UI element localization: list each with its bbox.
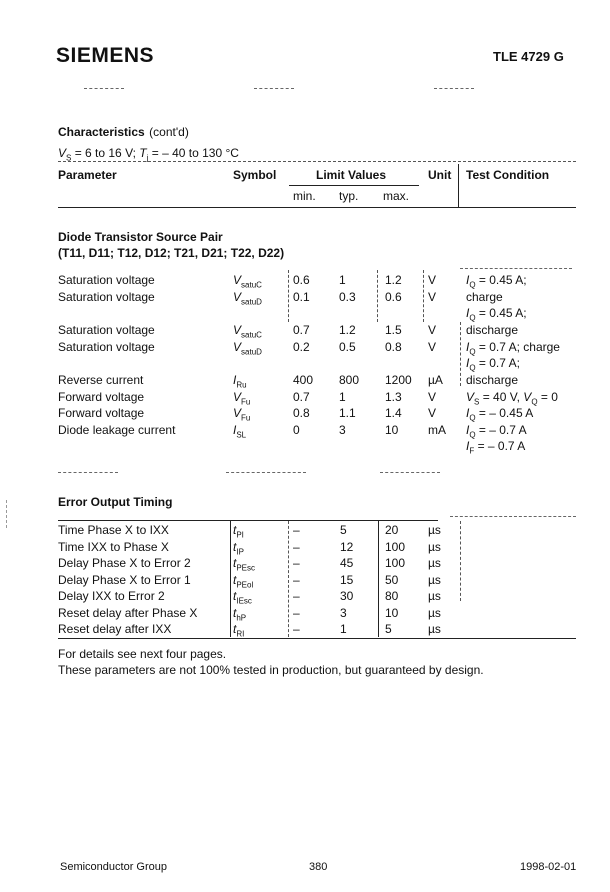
cond-subscript: Q — [469, 280, 476, 290]
cond-subscript: F — [469, 446, 475, 456]
symbol-subscript: SL — [236, 430, 247, 440]
param-cell: Reset delay after Phase X — [58, 605, 198, 620]
typ-cell: 0.3 — [339, 290, 356, 304]
divider — [58, 520, 438, 521]
symbol-cell — [233, 573, 253, 589]
symbol-subscript: Ru — [236, 380, 247, 390]
typ-cell: 1 — [340, 622, 347, 636]
brand-logo: SIEMENS — [56, 44, 155, 67]
symbol-letter: V — [233, 340, 242, 354]
divider — [434, 88, 474, 89]
symbol-letter: V — [233, 323, 242, 337]
col-test-condition: Test Condition — [466, 168, 550, 182]
param-cell: Forward voltage — [58, 406, 145, 420]
symbol-cell — [233, 622, 244, 638]
max-cell: 50 — [385, 572, 399, 587]
cond-text: = 0.45 A; — [475, 273, 527, 287]
symbol-letter: t — [233, 572, 237, 587]
symbol-cell — [233, 290, 262, 306]
cond-subscript: Q — [469, 413, 476, 423]
divider — [58, 161, 576, 162]
cond-subscript: S — [474, 397, 480, 407]
test-condition — [466, 423, 527, 439]
diode-section-subtitle: (T11, D11; T12, D12; T21, D21; T22, D22) — [58, 246, 285, 260]
param-cell: Saturation voltage — [58, 323, 155, 337]
footer-date: 1998-02-01 — [520, 861, 577, 873]
max-cell: 5 — [385, 622, 392, 636]
unit-cell: V — [428, 390, 437, 404]
min-cell: 0.6 — [293, 273, 310, 287]
note-2: These parameters are not 100% tested in production, but guaranteed by design. — [58, 663, 484, 677]
cond-text: = 40 V, — [479, 390, 524, 404]
symbol-cell — [233, 606, 246, 622]
typ-cell: 1.2 — [339, 323, 356, 337]
symbol-subscript: satuD — [241, 347, 262, 357]
symbol-subscript: PI — [236, 530, 244, 540]
symbol-cell — [233, 556, 255, 572]
min-cell: – — [293, 539, 300, 554]
min-cell: 400 — [293, 373, 314, 387]
unit-cell: µs — [428, 605, 441, 620]
divider — [58, 472, 118, 473]
symbol-letter: V — [233, 406, 242, 420]
unit-cell: V — [428, 290, 437, 304]
symbol-letter: V — [233, 290, 242, 304]
unit-cell: mA — [428, 423, 446, 437]
symbol-subscript: Fu — [241, 413, 251, 423]
symbol-letter: t — [233, 523, 237, 537]
unit-cell: µA — [428, 373, 443, 387]
cond-subscript: Q — [531, 397, 538, 407]
max-cell: 10 — [385, 605, 399, 620]
col-typ: typ. — [339, 189, 359, 203]
cond-text: = – 0.7 A — [475, 423, 527, 437]
divider — [377, 270, 378, 322]
unit-cell: µs — [428, 556, 441, 570]
divider — [378, 521, 379, 637]
col-parameter: Parameter — [58, 168, 117, 182]
min-cell: – — [293, 605, 300, 620]
diode-section-title: Diode Transistor Source Pair — [58, 230, 223, 244]
unit-cell: µs — [428, 622, 441, 636]
max-cell: 1200 — [385, 373, 412, 387]
symbol-subscript: PEsc — [236, 563, 256, 573]
unit-cell: V — [428, 406, 437, 420]
divider — [289, 185, 419, 186]
typ-cell: 45 — [340, 556, 354, 570]
divider — [226, 472, 306, 473]
param-cell: Forward voltage — [58, 390, 145, 404]
min-cell: 0.8 — [293, 406, 310, 420]
note-1: For details see next four pages. — [58, 647, 227, 661]
section-heading — [58, 123, 189, 141]
param-cell: Delay Phase X to Error 1 — [58, 572, 191, 587]
page-number: 380 — [309, 861, 328, 873]
divider — [84, 88, 124, 89]
symbol-subscript: hP — [236, 612, 247, 622]
unit-cell: µs — [428, 572, 441, 587]
max-cell: 100 — [385, 539, 406, 554]
typ-cell: 1 — [339, 273, 346, 287]
test-condition: discharge — [466, 323, 519, 337]
min-cell: 0.1 — [293, 290, 310, 304]
cond-symbol: I — [466, 406, 470, 420]
col-limit-values: Limit Values — [316, 168, 387, 182]
test-condition — [466, 306, 527, 322]
symbol-cell — [233, 373, 247, 389]
cond-symbol: V — [466, 390, 475, 404]
param-cell: Delay IXX to Error 2 — [58, 589, 165, 603]
min-cell: 0.2 — [293, 340, 310, 354]
param-cell: Saturation voltage — [58, 340, 155, 354]
min-cell: – — [293, 572, 300, 587]
test-condition — [466, 406, 533, 422]
min-cell: 0.7 — [293, 323, 310, 337]
symbol-cell — [233, 406, 250, 422]
test-condition: charge — [466, 290, 503, 304]
symbol-letter: t — [233, 622, 237, 636]
typ-cell: 1.1 — [339, 406, 356, 420]
max-cell: 20 — [385, 523, 399, 537]
min-cell: 0.7 — [293, 390, 310, 404]
symbol-subscript: IP — [236, 546, 244, 556]
cond-symbol: V — [523, 390, 532, 404]
param-cell: Delay Phase X to Error 2 — [58, 556, 191, 570]
max-cell: 1.3 — [385, 390, 402, 404]
symbol-subscript: satuD — [241, 297, 262, 307]
divider — [458, 164, 459, 208]
cond-subscript: Q — [469, 363, 476, 373]
divider — [460, 268, 572, 269]
typ-cell: 30 — [340, 589, 354, 603]
min-cell: – — [293, 589, 300, 603]
cond-text: = 0 — [537, 390, 558, 404]
symbol-letter: I — [233, 373, 237, 387]
cond-symbol: I — [466, 340, 470, 354]
test-condition: discharge — [466, 373, 519, 387]
symbol-letter: t — [233, 556, 237, 570]
symbol-letter: V — [233, 273, 242, 287]
typ-cell: 12 — [340, 539, 354, 554]
divider — [254, 88, 294, 89]
typ-cell: 15 — [340, 572, 354, 587]
symbol-letter: V — [233, 390, 242, 404]
divider — [230, 521, 231, 637]
cond-symbol: I — [466, 423, 470, 437]
test-condition — [466, 273, 527, 289]
typ-cell: 0.5 — [339, 340, 356, 354]
cond-symbol: I — [466, 306, 470, 320]
conditions-line: $V_S = 6$ to 16 V; $T_j$ = – 40 to 130 °C — [58, 146, 239, 163]
unit-cell: µs — [428, 523, 441, 537]
divider — [58, 638, 576, 639]
symbol-letter: I — [233, 423, 237, 437]
symbol-cell — [233, 540, 244, 556]
divider — [288, 270, 289, 322]
typ-cell: 3 — [339, 423, 346, 437]
cond-text: = 0.7 A; — [475, 356, 520, 370]
col-symbol: Symbol — [233, 168, 277, 182]
divider — [460, 322, 461, 386]
typ-cell: 1 — [339, 390, 346, 404]
symbol-subscript: PEol — [236, 579, 254, 589]
symbol-subscript: Fu — [241, 397, 251, 407]
symbol-letter: t — [233, 589, 237, 603]
symbol-cell — [233, 273, 262, 289]
divider — [423, 270, 424, 322]
cond-subscript: Q — [469, 347, 476, 357]
symbol-subscript: IEsc — [236, 596, 252, 606]
symbol-cell — [233, 523, 244, 539]
cond-symbol: I — [466, 439, 470, 453]
max-cell: 0.6 — [385, 290, 402, 304]
error-section-title: Error Output Timing — [58, 495, 173, 509]
symbol-subscript: RI — [236, 629, 245, 639]
cond-subscript: Q — [469, 313, 476, 323]
divider — [460, 521, 461, 601]
col-max: max. — [383, 189, 410, 203]
symbol-subscript: satuC — [241, 280, 262, 290]
min-cell: – — [293, 523, 300, 537]
symbol-cell — [233, 589, 252, 605]
margin-marks — [6, 500, 7, 528]
param-cell: Saturation voltage — [58, 290, 155, 304]
param-cell: Reset delay after IXX — [58, 622, 172, 636]
min-cell: – — [293, 622, 300, 636]
cond-symbol: I — [466, 273, 470, 287]
param-cell: Diode leakage current — [58, 423, 176, 437]
cond-subscript: Q — [469, 430, 476, 440]
symbol-cell — [233, 323, 262, 339]
typ-cell: 3 — [340, 605, 347, 620]
param-cell: Reverse current — [58, 373, 144, 387]
max-cell: 10 — [385, 423, 399, 437]
symbol-cell — [233, 340, 262, 356]
cond-text: = – 0.7 A — [474, 439, 526, 453]
max-cell: 100 — [385, 556, 406, 570]
max-cell: 1.5 — [385, 323, 402, 337]
col-unit: Unit — [428, 168, 452, 182]
max-cell: 80 — [385, 589, 399, 603]
col-min: min. — [293, 189, 316, 203]
test-condition — [466, 340, 560, 356]
param-cell: Time Phase X to IXX — [58, 523, 169, 537]
divider — [380, 472, 440, 473]
symbol-letter: t — [233, 539, 237, 554]
divider — [450, 516, 576, 517]
typ-cell: 800 — [339, 373, 360, 387]
section-suffix: (cont'd) — [149, 125, 189, 139]
unit-cell: V — [428, 340, 437, 354]
cond-text: = 0.7 A; charge — [475, 340, 560, 354]
min-cell: – — [293, 556, 300, 570]
param-cell: Saturation voltage — [58, 273, 155, 287]
param-cell: Time IXX to Phase X — [58, 539, 169, 554]
unit-cell: V — [428, 273, 437, 287]
max-cell: 0.8 — [385, 340, 402, 354]
symbol-cell — [233, 423, 246, 439]
footer-left: Semiconductor Group — [60, 861, 167, 873]
max-cell: 1.2 — [385, 273, 402, 287]
test-condition — [466, 439, 525, 455]
cond-text: = – 0.45 A — [475, 406, 534, 420]
divider — [58, 207, 576, 208]
unit-cell: µs — [428, 539, 441, 554]
cond-text: = 0.45 A; — [475, 306, 527, 320]
test-condition — [466, 356, 520, 372]
section-title: Characteristics — [58, 125, 145, 139]
test-condition — [466, 390, 558, 406]
symbol-subscript: satuC — [241, 330, 262, 340]
unit-cell: µs — [428, 589, 441, 603]
unit-cell: V — [428, 323, 437, 337]
typ-cell: 5 — [340, 523, 347, 537]
part-number: TLE 4729 G — [493, 49, 564, 64]
cond-symbol: I — [466, 356, 470, 370]
divider — [288, 521, 289, 637]
symbol-cell — [233, 390, 250, 406]
symbol-letter: t — [233, 605, 237, 620]
min-cell: 0 — [293, 423, 300, 437]
max-cell: 1.4 — [385, 406, 402, 420]
